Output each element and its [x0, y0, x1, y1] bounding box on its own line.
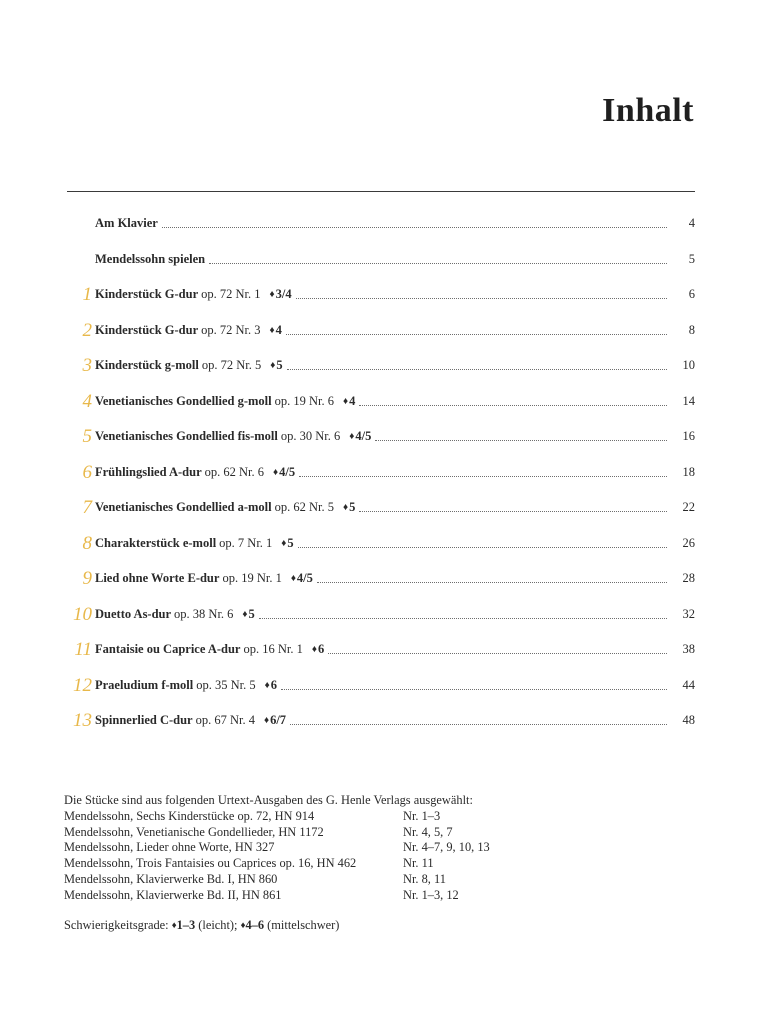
toc-entry-text	[95, 607, 255, 622]
toc-entry-page: 48	[682, 713, 695, 728]
toc-entry-number: 3	[82, 355, 92, 377]
toc-entry-opus: op. 19 Nr. 6	[274, 393, 335, 408]
toc-entry-page: 16	[682, 429, 695, 444]
toc-entry-number: 10	[73, 603, 92, 625]
toc-entry-number: 9	[82, 568, 92, 590]
toc-entry-page: 18	[682, 464, 695, 479]
toc-entry	[62, 419, 695, 455]
toc-entry-difficulty	[270, 323, 282, 337]
toc-entry-leader-dots	[286, 334, 667, 335]
toc-entry-text	[95, 678, 277, 693]
source-edition-title: Mendelssohn, Klavierwerke Bd. II, HN 861	[64, 887, 282, 902]
toc-entry-opus: op. 72 Nr. 3	[201, 322, 261, 337]
page-title: Inhalt	[602, 92, 694, 129]
source-list	[64, 809, 664, 904]
toc-entry-text	[95, 465, 295, 480]
diamond-icon: ♦	[269, 289, 275, 301]
toc-entry-difficulty	[270, 287, 292, 301]
toc-entry-page: 8	[688, 322, 695, 337]
toc-entry	[62, 597, 695, 633]
toc-entry	[62, 526, 695, 562]
toc-entry-difficulty	[242, 607, 254, 621]
source-edition-title: Mendelssohn, Lieder ohne Worte, HN 327	[64, 840, 275, 855]
toc-entry	[62, 348, 695, 384]
toc-entry-title: Venetianisches Gondellied g-moll	[95, 393, 272, 408]
toc-entry-difficulty-value: 5	[287, 535, 294, 550]
source-edition	[64, 856, 664, 872]
source-edition-numbers: Nr. 4, 5, 7	[403, 824, 453, 839]
toc-entry-page: 6	[688, 287, 695, 302]
diamond-icon: ♦	[264, 679, 270, 691]
toc-entry-difficulty	[343, 394, 355, 408]
toc-entry-text	[95, 571, 313, 586]
toc-entry	[62, 490, 695, 526]
toc-entry-text	[95, 429, 371, 444]
toc-entry-number: 8	[82, 532, 92, 554]
sources-intro: Die Stücke sind aus folgenden Urtext-Ausgaben des G. Henle Verlags ausgewählt:	[64, 793, 473, 807]
toc-entry-difficulty-value: 3/4	[275, 287, 292, 302]
source-edition-title: Mendelssohn, Klavierwerke Bd. I, HN 860	[64, 871, 278, 886]
toc-entry-leader-dots	[359, 405, 667, 406]
toc-entry-title: Kinderstück G-dur	[95, 322, 199, 337]
toc-entry-text	[95, 394, 355, 409]
difficulty-label: Schwierigkeitsgrade:	[64, 918, 169, 932]
diamond-icon: ♦	[270, 360, 276, 372]
sources-section	[64, 793, 664, 904]
diamond-icon: ♦	[349, 431, 355, 443]
toc-entry-title: Spinnerlied C-dur	[95, 713, 193, 728]
diamond-icon: ♦	[281, 537, 287, 549]
toc-entry-difficulty	[273, 465, 295, 479]
toc-entry-opus: op. 16 Nr. 1	[243, 642, 303, 657]
toc-entry-difficulty-value: 5	[276, 358, 283, 373]
toc-entry-text	[95, 642, 324, 657]
toc-entry	[62, 206, 695, 242]
toc-entry-difficulty-value: 5	[248, 606, 255, 621]
source-edition	[64, 825, 664, 841]
difficulty-easy-level	[172, 918, 195, 932]
toc-entry-leader-dots	[287, 369, 667, 370]
toc-entry-difficulty	[349, 429, 371, 443]
toc-entry-leader-dots	[296, 298, 667, 299]
diamond-icon: ♦	[171, 921, 177, 931]
toc-entry-leader-dots	[162, 227, 667, 228]
source-edition-numbers: Nr. 11	[403, 856, 434, 871]
toc-entry-page: 28	[682, 571, 695, 586]
source-edition-title: Mendelssohn, Sechs Kinderstücke op. 72, HN 914	[64, 808, 315, 823]
toc-entry	[62, 384, 695, 420]
toc-entry-difficulty	[270, 358, 282, 372]
toc-entry	[62, 561, 695, 597]
source-edition-title: Mendelssohn, Venetianische Gondellieder, HN 1172	[64, 824, 324, 839]
diamond-icon: ♦	[242, 608, 248, 620]
toc-entry-difficulty-value: 4/5	[355, 429, 372, 444]
toc-entry-page: 38	[682, 642, 695, 657]
difficulty-easy-range: 1–3	[176, 918, 196, 932]
toc-entry-leader-dots	[209, 263, 667, 264]
toc-entry-text	[95, 323, 282, 338]
toc-entry	[62, 313, 695, 349]
toc-entry-number: 13	[73, 710, 92, 732]
diamond-icon: ♦	[290, 573, 296, 585]
toc-entry-page: 32	[682, 606, 695, 621]
toc-entry-number: 2	[82, 319, 92, 341]
toc-entry-leader-dots	[299, 476, 667, 477]
toc-entry-opus: op. 7 Nr. 1	[219, 535, 273, 550]
toc-entry-opus: op. 62 Nr. 6	[204, 464, 264, 479]
diamond-icon: ♦	[343, 502, 349, 514]
diamond-icon: ♦	[343, 395, 349, 407]
table-of-contents	[62, 206, 695, 739]
diamond-icon: ♦	[311, 644, 317, 656]
toc-entry-text	[95, 252, 205, 267]
difficulty-legend	[64, 918, 339, 933]
toc-entry-title: Charakterstück e-moll	[95, 535, 217, 550]
toc-entry-page: 22	[682, 500, 695, 515]
toc-entry-difficulty-value: 6	[317, 642, 325, 657]
toc-entry-number: 4	[82, 390, 92, 412]
toc-entry-difficulty-value: 4/5	[296, 571, 313, 586]
toc-entry-opus: op. 30 Nr. 6	[280, 429, 341, 444]
toc-entry-difficulty	[281, 536, 293, 550]
toc-entry-difficulty	[291, 571, 313, 585]
toc-entry	[62, 632, 695, 668]
toc-entry-opus: op. 72 Nr. 1	[201, 287, 261, 302]
toc-entry-text	[95, 216, 158, 231]
toc-entry-title: Venetianisches Gondellied a-moll	[95, 500, 272, 515]
toc-entry-title: Duetto As-dur	[95, 606, 172, 621]
toc-entry-number: 7	[82, 497, 92, 519]
toc-entry-difficulty-value: 6/7	[270, 713, 287, 728]
difficulty-easy-label: (leicht);	[198, 918, 238, 932]
source-edition	[64, 840, 664, 856]
source-edition	[64, 888, 664, 904]
toc-entry-leader-dots	[317, 582, 667, 583]
toc-entry-page: 44	[682, 677, 695, 692]
toc-entry-leader-dots	[259, 618, 667, 619]
diamond-icon: ♦	[263, 715, 270, 727]
toc-entry-opus: op. 72 Nr. 5	[201, 358, 262, 373]
toc-entry-opus: op. 62 Nr. 5	[274, 500, 335, 515]
diamond-icon: ♦	[273, 466, 279, 478]
toc-entry-number: 5	[82, 426, 92, 448]
toc-entry-difficulty-value: 4/5	[279, 464, 296, 479]
source-edition-numbers: Nr. 1–3	[403, 808, 441, 823]
toc-entry-leader-dots	[359, 511, 667, 512]
toc-entry-title: Frühlingslied A-dur	[95, 464, 202, 479]
toc-entry-title: Fantaisie ou Caprice A-dur	[95, 642, 241, 657]
toc-entry-text	[95, 358, 283, 373]
source-edition-numbers: Nr. 8, 11	[403, 871, 446, 886]
toc-entry-page: 10	[682, 358, 695, 373]
toc-entry-number: 12	[73, 674, 92, 696]
source-edition	[64, 872, 664, 888]
toc-entry-difficulty-value: 4	[349, 393, 356, 408]
toc-entry-text	[95, 713, 286, 728]
toc-entry-difficulty	[264, 713, 286, 727]
toc-entry-difficulty	[265, 678, 277, 692]
toc-entry	[62, 242, 695, 278]
toc-entry-opus: op. 67 Nr. 4	[195, 713, 255, 728]
diamond-icon: ♦	[269, 324, 275, 336]
toc-entry-page: 5	[688, 251, 695, 266]
toc-entry-number: 6	[82, 461, 92, 483]
difficulty-medium-range: 4–6	[245, 918, 265, 932]
toc-entry	[62, 277, 695, 313]
toc-entry	[62, 703, 695, 739]
difficulty-medium-level	[241, 918, 264, 932]
toc-entry-difficulty	[312, 642, 324, 656]
toc-entry-leader-dots	[298, 547, 667, 548]
toc-entry-leader-dots	[375, 440, 667, 441]
toc-entry-page: 4	[688, 216, 695, 231]
toc-entry-title: Am Klavier	[95, 216, 158, 231]
toc-entry-difficulty-value: 5	[349, 500, 356, 515]
toc-entry-text	[95, 500, 355, 515]
toc-entry-title: Lied ohne Worte E-dur	[95, 571, 220, 586]
toc-entry-title: Praeludium f-moll	[95, 677, 194, 692]
toc-entry-opus: op. 35 Nr. 5	[196, 677, 256, 692]
toc-entry	[62, 455, 695, 491]
toc-entry-leader-dots	[281, 689, 667, 690]
toc-entry-leader-dots	[290, 724, 667, 725]
toc-entry-title: Kinderstück g-moll	[95, 358, 199, 373]
toc-entry-page: 14	[682, 393, 695, 408]
toc-entry-number: 1	[82, 284, 92, 306]
toc-entry-opus: op. 19 Nr. 1	[222, 571, 282, 586]
source-edition-numbers: Nr. 1–3, 12	[403, 887, 459, 902]
toc-entry	[62, 668, 695, 704]
source-edition	[64, 809, 664, 825]
toc-entry-difficulty-value: 4	[275, 322, 282, 337]
difficulty-medium-label: (mittelschwer)	[267, 918, 340, 932]
diamond-icon: ♦	[240, 921, 246, 931]
toc-entry-title: Kinderstück G-dur	[95, 287, 199, 302]
title-divider	[67, 191, 695, 192]
toc-entry-leader-dots	[328, 653, 667, 654]
toc-entry-opus: op. 38 Nr. 6	[174, 606, 234, 621]
toc-entry-text	[95, 536, 294, 551]
toc-entry-page: 26	[682, 535, 695, 550]
toc-entry-difficulty	[343, 500, 355, 514]
source-edition-title: Mendelssohn, Trois Fantaisies ou Caprices op. 16, HN 462	[64, 856, 357, 871]
toc-entry-text	[95, 287, 292, 302]
source-edition-numbers: Nr. 4–7, 9, 10, 13	[403, 840, 490, 855]
toc-entry-title: Mendelssohn spielen	[95, 251, 206, 266]
toc-entry-difficulty-value: 6	[270, 677, 277, 692]
toc-entry-title: Venetianisches Gondellied fis-moll	[95, 429, 278, 444]
toc-entry-number: 11	[74, 639, 92, 661]
